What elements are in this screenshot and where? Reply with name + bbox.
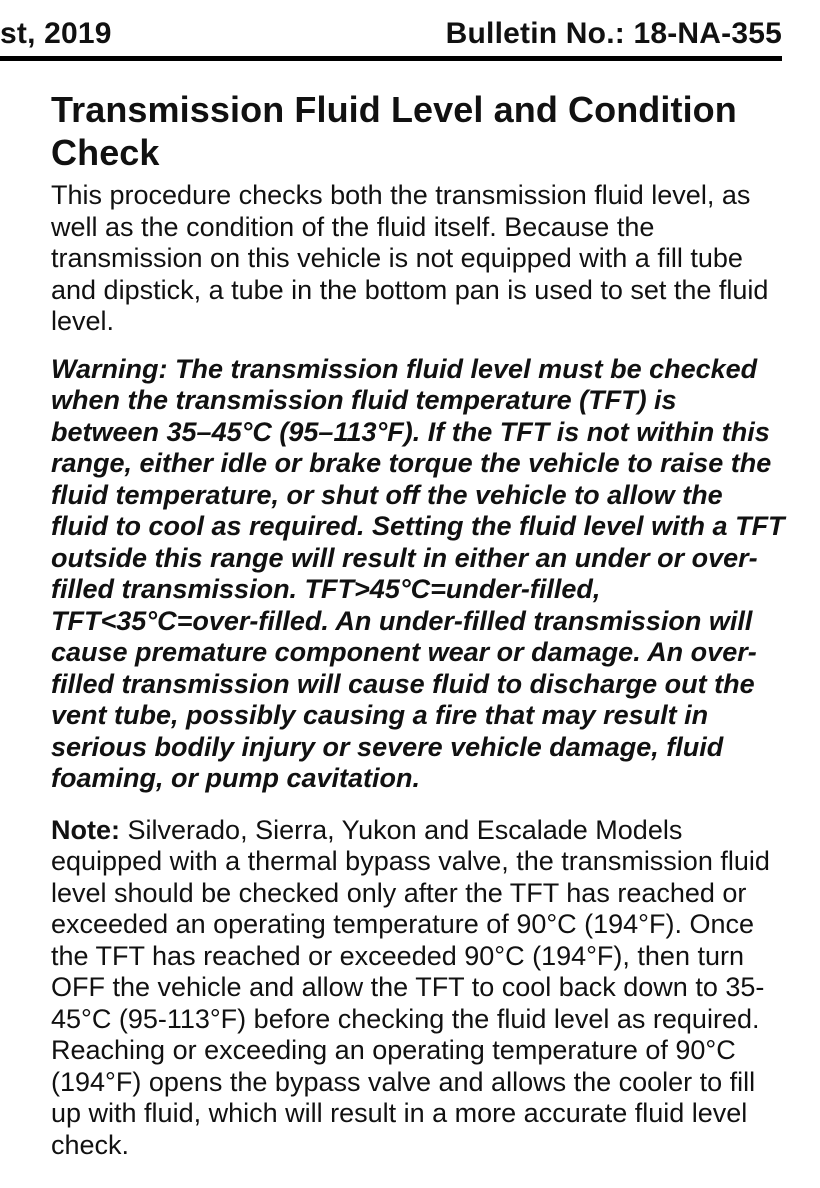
- note-label: Note:: [51, 814, 120, 845]
- note-paragraph: [51, 815, 786, 1162]
- note-text: Silverado, Sierra, Yukon and Escalade Models equipped with a thermal bypass valve, the transmission fluid level should be checked only after the TFT has reached or exceeded an operating temperature of 90°C (194°F). Once the TFT has reached or exceeded 90°C (194°F), then turn OFF the vehicle and allow the TFT to cool back down to 35-45°C (95-113°F) before checking the fluid level as required. Reaching or exceeding an operating temperature of 90°C (194°F) opens the bypass valve and allows the cooler to fill up with fluid, which will result in a more accurate fluid level check.: [51, 814, 770, 1160]
- warning-paragraph: Warning: The transmission fluid level must be checked when the transmission fluid temperature (TFT) is between 35–45°C (95–113°F). If the TFT is not within this range, either idle or brake torque the vehicle to raise the fluid temperature, or shut off the vehicle to allow the fluid to cool as required. Setting the fluid level with a TFT outside this range will result in either an under or over-filled transmission. TFT>45°C=under-filled, TFT<35°C=over-filled. An under-filled transmission will cause premature component wear or damage. An over-filled transmission will cause fluid to discharge out the vent tube, possibly causing a fire that may result in serious bodily injury or severe vehicle damage, fluid foaming, or pump cavitation.: [51, 353, 785, 793]
- intro-paragraph: This procedure checks both the transmission fluid level, as well as the condition of the fluid itself. Because the transmission on this vehicle is not equipped with a fill tube and dipstick, a tube in the bottom pan is used to set the fluid level.: [51, 180, 769, 336]
- bulletin-number: Bulletin No.: 18-NA-355: [445, 17, 782, 50]
- header-date: st, 2019: [0, 17, 112, 50]
- page-header: [0, 14, 782, 54]
- header-divider: [0, 56, 782, 61]
- document-body: [51, 88, 786, 1161]
- section-title: Transmission Fluid Level and Condition Check: [51, 89, 737, 173]
